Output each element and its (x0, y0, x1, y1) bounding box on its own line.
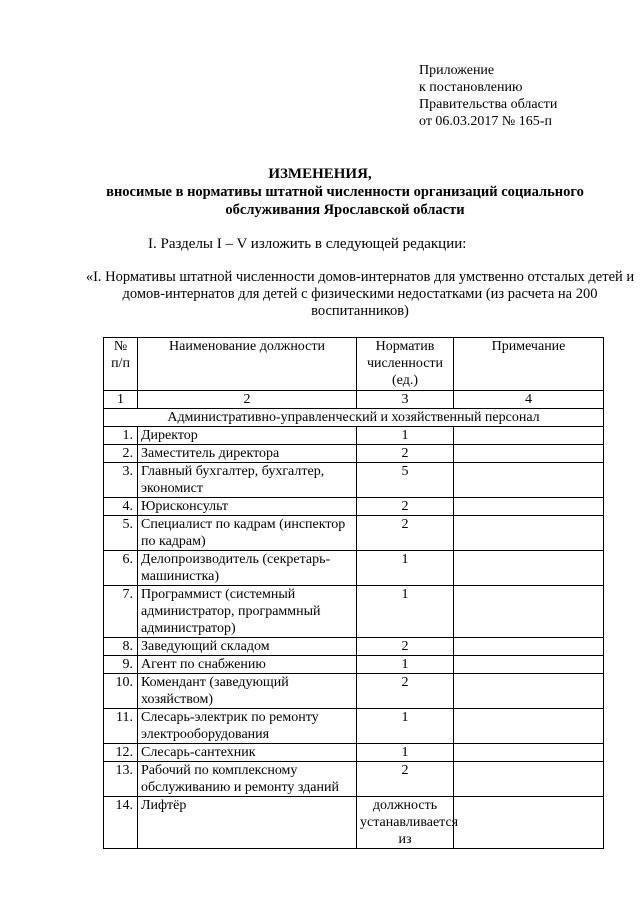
row-number: 13. (104, 762, 138, 797)
document-title: ИЗМЕНЕНИЯ, (268, 166, 372, 182)
position-name: Слесарь-сантехник (138, 744, 357, 762)
norm-value: 2 (357, 498, 454, 516)
row-number: 12. (104, 744, 138, 762)
row-number: 11. (104, 709, 138, 744)
header-position: Наименование должности (138, 338, 357, 391)
norm-value: 2 (357, 445, 454, 463)
column-number-row (104, 391, 604, 409)
norm-value: 1 (357, 709, 454, 744)
row-number: 2. (104, 445, 138, 463)
norm-value: 2 (357, 638, 454, 656)
note-cell (454, 709, 604, 744)
note-cell (454, 445, 604, 463)
norm-value: 2 (357, 516, 454, 551)
column-number: 4 (454, 391, 604, 409)
column-number: 2 (138, 391, 357, 409)
table-row (104, 586, 604, 638)
row-number: 4. (104, 498, 138, 516)
norm-value: 2 (357, 762, 454, 797)
position-name: Заведующий складом (138, 638, 357, 656)
row-number: 10. (104, 674, 138, 709)
norm-value: 1 (357, 744, 454, 762)
norm-value: должность устанавливается из (357, 797, 454, 849)
staff-norms-table (103, 337, 604, 849)
position-name: Главный бухгалтер, бухгалтер, экономист (138, 463, 357, 498)
table-header-row (104, 338, 604, 391)
table-row (104, 656, 604, 674)
column-number: 1 (104, 391, 138, 409)
group-row (104, 409, 604, 427)
appendix-line: Приложение (419, 63, 495, 78)
row-number: 7. (104, 586, 138, 638)
column-number: 3 (357, 391, 454, 409)
norm-value: 5 (357, 463, 454, 498)
norm-value: 1 (357, 551, 454, 586)
table-row (104, 463, 604, 498)
position-name: Юрисконсульт (138, 498, 357, 516)
row-number: 1. (104, 427, 138, 445)
position-name: Рабочий по комплексному обслуживанию и ремонту зданий (138, 762, 357, 797)
table-row (104, 709, 604, 744)
appendix-line: к постановлению (419, 80, 523, 95)
norms-title: «I. Нормативы штатной численности домов-интернатов для умственно отсталых детей и домов-интернатов для детей с физическими недостатками (из расчета на 200 воспитанников) (85, 269, 635, 319)
position-name: Директор (138, 427, 357, 445)
appendix-line: Правительства области (419, 97, 558, 112)
appendix-block (419, 62, 557, 130)
note-cell (454, 586, 604, 638)
row-number: 6. (104, 551, 138, 586)
norm-value: 2 (357, 674, 454, 709)
table-row (104, 427, 604, 445)
table-row (104, 744, 604, 762)
header-norm: Норматив численности (ед.) (357, 338, 454, 391)
table-row (104, 674, 604, 709)
note-cell (454, 797, 604, 849)
table-row (104, 498, 604, 516)
document-subtitle: вносимые в нормативы штатной численности организаций социального обслуживания Ярославской области (106, 184, 584, 218)
table-body (104, 427, 604, 849)
note-cell (454, 551, 604, 586)
table-row (104, 445, 604, 463)
table-row (104, 638, 604, 656)
note-cell (454, 762, 604, 797)
norm-value: 1 (357, 586, 454, 638)
table-row (104, 516, 604, 551)
note-cell (454, 674, 604, 709)
row-number: 14. (104, 797, 138, 849)
row-number: 3. (104, 463, 138, 498)
note-cell (454, 498, 604, 516)
position-name: Лифтёр (138, 797, 357, 849)
norm-value: 1 (357, 656, 454, 674)
note-cell (454, 656, 604, 674)
header-number: № п/п (104, 338, 138, 391)
position-name: Агент по снабжению (138, 656, 357, 674)
note-cell (454, 427, 604, 445)
note-cell (454, 516, 604, 551)
note-cell (454, 638, 604, 656)
norm-value: 1 (357, 427, 454, 445)
position-name: Делопроизводитель (секретарь-машинистка) (138, 551, 357, 586)
table-row (104, 551, 604, 586)
position-name: Заместитель директора (138, 445, 357, 463)
note-cell (454, 744, 604, 762)
group-title: Административно-управленческий и хозяйственный персонал (104, 409, 604, 427)
row-number: 8. (104, 638, 138, 656)
row-number: 5. (104, 516, 138, 551)
table-row (104, 797, 604, 849)
position-name: Комендант (заведующий хозяйством) (138, 674, 357, 709)
row-number: 9. (104, 656, 138, 674)
position-name: Специалист по кадрам (инспектор по кадрам) (138, 516, 357, 551)
table-row (104, 762, 604, 797)
position-name: Слесарь-электрик по ремонту электрооборудования (138, 709, 357, 744)
position-name: Программист (системный администратор, программный администратор) (138, 586, 357, 638)
section-intro: I. Разделы I – V изложить в следующей редакции: (148, 236, 467, 252)
header-note: Примечание (454, 338, 604, 391)
note-cell (454, 463, 604, 498)
appendix-line: от 06.03.2017 № 165-п (419, 114, 552, 129)
